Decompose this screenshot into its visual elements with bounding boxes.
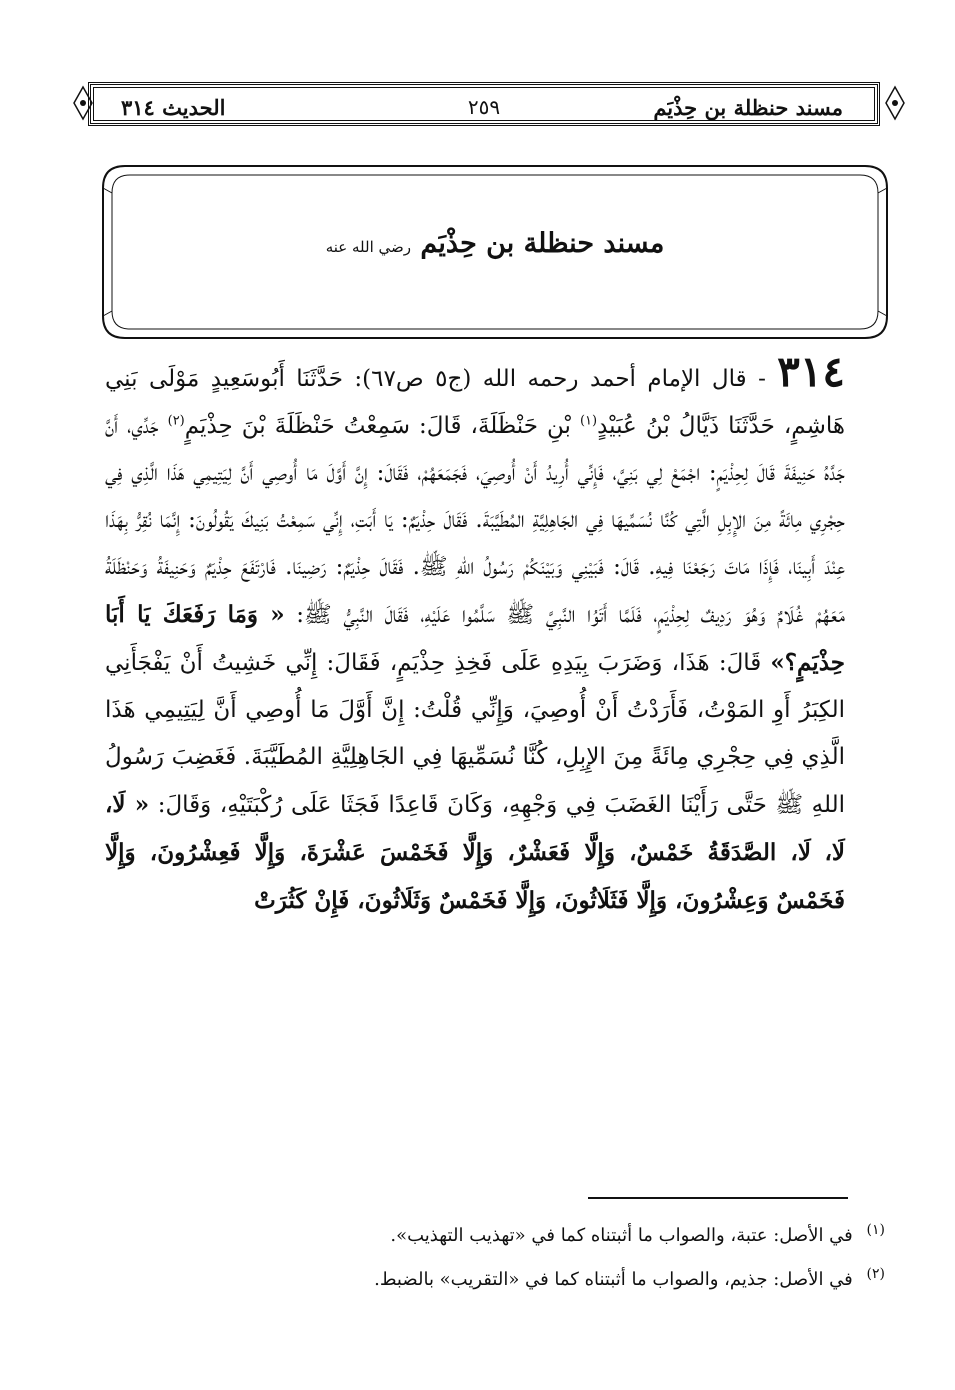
header-chapter-title: مسند حنظلة بن حِذْيَم bbox=[653, 95, 843, 120]
hadith-text bbox=[105, 348, 845, 925]
footnote-number: (١) bbox=[866, 1222, 885, 1238]
hadith-line: قَالَ: هَذَا، وَضَرَبَ بِيَدِهِ bbox=[550, 650, 762, 676]
prophet-quote: « وَمَا رَفَعَكَ يَا أَبَا حِذْيَمٍ؟» bbox=[105, 601, 846, 676]
hadith-line: أُوصِيَ، فَجَمَعَهُمْ، فَقَالَ: إِنَّ أَوَّلَ مَا أُوصِي أَنَّ لِيَتِيمِي هَذَا الَّذِي فِي bbox=[105, 460, 516, 486]
header-hadith-ref: الحديث ٣١٤ bbox=[121, 95, 226, 120]
hadith-line: حِذْيَمٍ bbox=[184, 413, 233, 439]
hadith-line: عَلَى فَخِذِ حِذْيَمٍ، فَقَالَ: إِنِّي خَشِيتُ أَنْ يَفْجَأَنِي الكِبَرُ أَوِ المَوْتُ، فَأَرَدْتُ أَنْ bbox=[105, 650, 845, 723]
hadith-line: جَدِّي، أَنَّ جَدَّهُ حَنِيفَةَ قَالَ لِحِذْيَمٍ: اجْمَعْ لِي بَنِيَّ، فَإِنِّي أُرِيدُ أَنْ bbox=[105, 413, 845, 486]
hadith-number: ٣١٤ bbox=[777, 347, 845, 396]
hadith-line: أَبَتِ، إِنِّي سَمِعْتُ بَنِيكَ يَقُولُونَ: إِنَّمَا نُقِرُّ بِهَذَا عِنْدَ أَبِينَا، فَإِذَا مَاتَ رَجَعْنَا bbox=[105, 507, 846, 580]
footnote-text: في الأصل: جذيم، والصواب ما أثبتناه كما في «التقريب» بالضبط. bbox=[374, 1269, 853, 1290]
hadith-line: بْنِ حَنْظَلَةَ، قَالَ: سَمِعْتُ حَنْظَلَةَ بْنَ bbox=[241, 413, 571, 439]
hadith-line: بَنِي هَاشِمٍ، حَدَّثَنَا ذَيَّالُ بْنُ عُبَيْدٍ bbox=[105, 366, 845, 439]
prophet-quote: « لَا، لَا، bbox=[105, 791, 846, 866]
hadith-line: وَحَنِيفَةُ وَحَنْظَلَةُ مَعَهُمْ غُلَامٌ وَهُوَ رَدِيفٌ لِحِذْيَمٍ، فَلَمَّا أَتَوُا النَّبِيَّ ﷺ سَلَّمُوا bbox=[105, 554, 845, 628]
footnote-mark: (٢) bbox=[167, 413, 185, 429]
hadith-line: أُوصِيَ، وَإِنِّي قُلْتُ: إِنَّ أَوَّلَ مَا أُوصِي أَنَّ لِيَتِيمِي هَذَا الَّذِي فِي حِجْرِي مِائَةً bbox=[105, 697, 846, 770]
footnote bbox=[105, 1266, 885, 1310]
prophet-quote: لَا، الصَّدَقَةُ خَمْسٌ، وَإِلَّا فَعَشْرٌ، وَإِلَّا فَخَمْسَ عَشْرَةَ، وَإِلَّا فَعِشْرُونَ، وَإِلَّا bbox=[105, 839, 811, 866]
hadith-line: - قال الإمام أحمد رحمه الله (ج٥ ص٦٧): حَدَّثَنَا أَبُوسَعِيدٍ مَوْلَى bbox=[148, 366, 766, 392]
header-ornament-right-icon bbox=[884, 83, 906, 123]
section-title-text: مسند حنظلة بن حِذْيَم bbox=[420, 228, 665, 259]
honorific-mark: رضي الله عنه bbox=[325, 238, 411, 256]
prophet-quote: فَخَمْسٌ وَعِشْرُونَ، وَإِلَّا فَثَلَاثُونَ، وَإِلَّا فَخَمْسٌ وَثَلَاثُونَ، فَإِنْ كَثُرَتْ bbox=[254, 887, 845, 914]
footnote-text: في الأصل: عتبة، والصواب ما أثبتناه كما في «تهذيب التهذيب». bbox=[390, 1225, 853, 1246]
page-number: ٢٥٩ bbox=[467, 95, 501, 119]
footnote bbox=[105, 1222, 885, 1266]
running-header bbox=[88, 82, 880, 126]
hadith-line: فِيهِ. قَالَ: فَبَيْنِي وَبَيْنَكُمْ رَسُولُ اللهِ ﷺ. فَقَالَ حِذْيَمٌ: رَضِينَا. فَارْتَفَعَ حِذْيَمٌ bbox=[204, 554, 674, 580]
footnote-number: (٢) bbox=[866, 1266, 885, 1282]
hadith-line: مِنَ الإِبِلِ، كُنَّا نُسَمِّيهَا فِي الجَاهِلِيَّةِ المُطَيَّبَةَ. فَغَضِبَ رَسُولُ اللهِ ﷺ حَتَّى bbox=[105, 744, 846, 818]
footnotes bbox=[105, 1222, 885, 1310]
section-title bbox=[100, 228, 890, 259]
hadith-line: حِجْرِي مِائَةً مِنَ الإِبِلِ الَّتِي كُنَّا نُسَمِّيهَا فِي الجَاهِلِيَّةِ المُطَيَّبَةَ. فَقَالَ حِذْيَمٌ: يَا bbox=[384, 507, 845, 533]
footnote-divider bbox=[588, 1197, 848, 1199]
hadith-line: رَأَيْنَا الغَضَبَ فِي وَجْهِهِ، وَكَانَ قَاعِدًا فَجَثَا عَلَى رُكْبَتَيْهِ، وَقَالَ: bbox=[157, 792, 718, 818]
hadith-line: عَلَيْهِ، فَقَالَ النَّبِيُّ ﷺ: bbox=[296, 602, 451, 628]
footnote-mark: (١) bbox=[579, 413, 598, 429]
